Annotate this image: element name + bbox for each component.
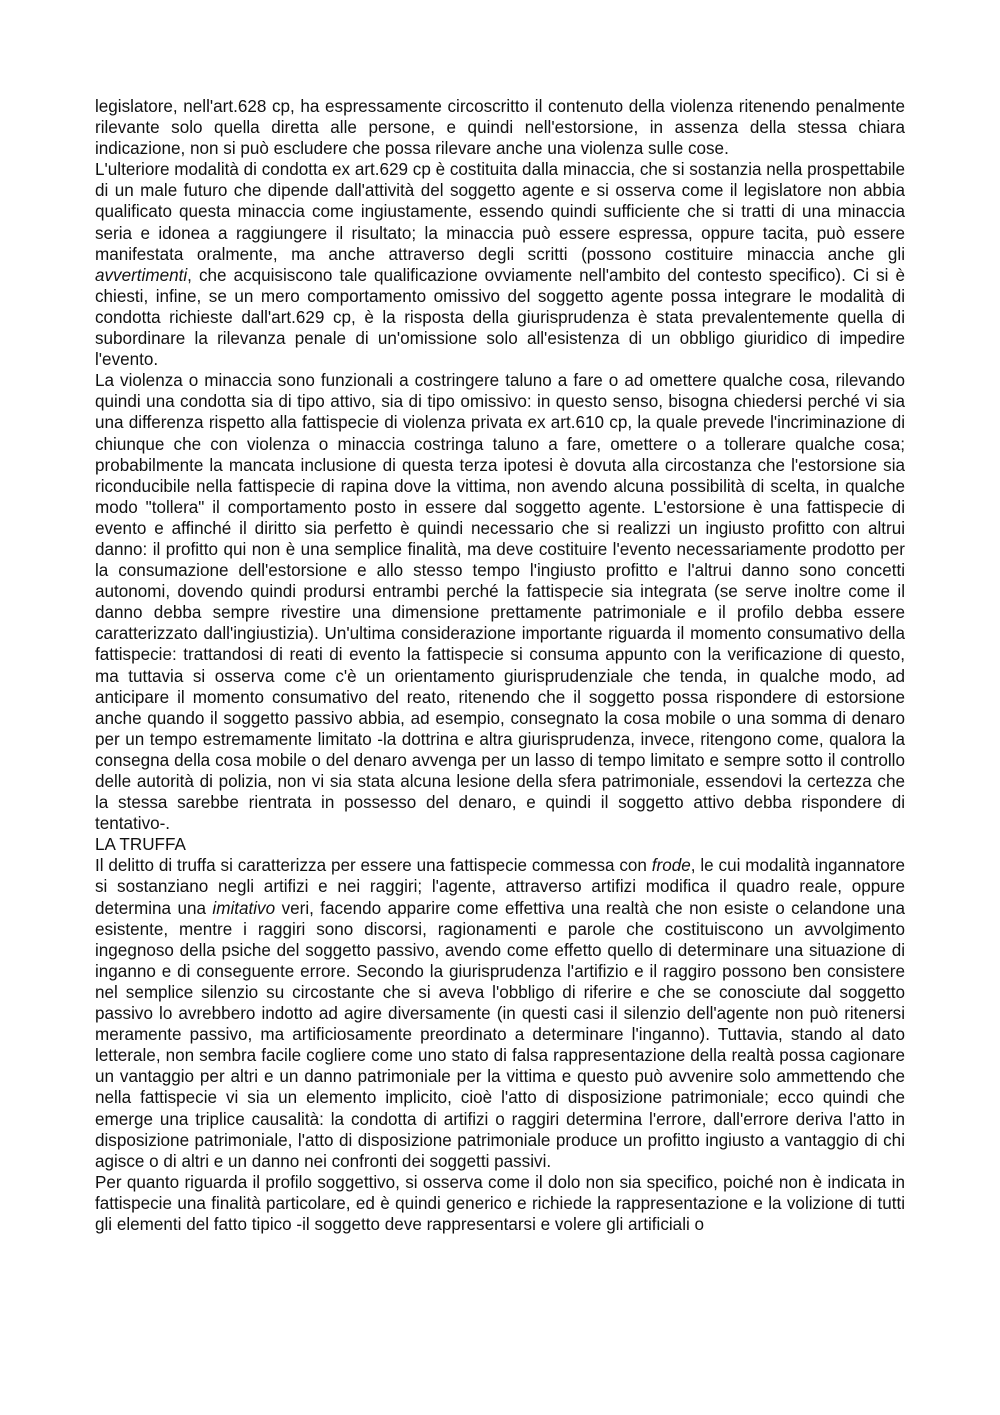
paragraph-violenza-minaccia-funzionali: La violenza o minaccia sono funzionali a costringere taluno a fare o ad omettere qualche cosa, rilevando quindi una condotta sia di tipo attivo, sia di tipo omissivo: in questo senso, bisogna chiedersi perché vi sia una differenza rispetto alla fattispecie di violenza privata ex art.610 cp, la quale prevede l'incriminazione di chiunque che con violenza o minaccia costringa taluno a fare, omettere o a tollerare qualche cosa; probabilmente la mancata inclusione di questa terza ipotesi è dovuta alla circostanza che l'estorsione sia riconducibile nella fattispecie di rapina dove la vittima, non avendo alcuna possibilità di scelta, in qualche modo "tollera" il comportamento posto in essere dal soggetto agente. L'estorsione è una fattispecie di evento e affinché il diritto sia perfetto è quindi necessario che si realizzi un ingiusto profitto con altrui danno: il profitto qui non è una semplice finalità, ma deve costituire l'evento necessariamente prodotto per la consumazione dell'estorsione e allo stesso tempo l'ingiusto profitto e l'altrui danno sono concetti autonomi, dovendo quindi prodursi entrambi perché la fattispecie sia integrata (se serve inoltre come il danno debba sempre rivestire una dimensione prettamente patrimoniale e il profilo debba essere caratterizzato dall'ingiustizia). Un'ultima considerazione importante riguarda il momento consumativo della fattispecie: trattandosi di reati di evento la fattispecie si consuma appunto con la verificazione di questo, ma tuttavia si osserva come c'è un orientamento giurisprudenziale che tenda, in qualche modo, ad anticipare il momento consumativo del reato, ritenendo che il soggetto possa rispondere di estorsione anche quando il soggetto passivo abbia, ad esempio, consegnato la cosa mobile o una somma di denaro per un tempo estremamente limitato -la dottrina e altra giurisprudenza, invece, ritengono come, qualora la consegna della cosa mobile o del denaro avvenga per un lasso di tempo limitato e sempre sotto il controllo delle autorità di polizia, non vi sia stata alcuna lesione della sfera patrimoniale, essendovi la certezza che la stessa sarebbe rientrata in possesso del denaro, e quindi il soggetto attivo debba rispondere di tentativo-. [95,371,905,834]
paragraph-truffa-text-c: veri, facendo apparire come effettiva una realtà che non esiste o celandone una esistente, mentre i raggiri sono discorsi, ragionamenti e parole che costituiscono un avvolgimento ingegnoso della psiche del soggetto passivo, avendo come effetto quello di determinare una situazione di inganno e di conseguente errore. Secondo la giurisprudenza l'artifizio e il raggiro possono ben consistere nel semplice silenzio su circostante che si aveva l'obbligo di riferire e che se conosciute dal soggetto passivo lo avrebbero indotto ad agire diversamente (in questi casi il silenzio dell'agente non può ritenersi meramente passivo, ma artificiosamente preordinato a determinare l'inganno). Tuttavia, stando al dato letterale, non sembra facile cogliere come uno stato di falsa rappresentazione della realtà possa cagionare un vantaggio per altri e un danno patrimoniale per la vittima e questo può avvenire solo ammettendo che nella fattispecie vi sia un elemento implicito, cioè l'atto di disposizione patrimoniale; ecco quindi che emerge una triplice causalità: la condotta di artifizi o raggiri determina l'errore, dall'errore deriva l'atto in disposizione patrimoniale, l'atto di disposizione patrimoniale produce un profitto ingiusto a vantaggio di chi agisce o di altri e un danno nei confronti dei soggetti passivi. [95,898,905,1171]
paragraph-minaccia-text-b: , che acquisiscono tale qualificazione ovviamente nell'ambito del contesto specifico). Ci si è chiesti, infine, se un mero comportamento omissivo del soggetto agente possa integrare le modalità di condotta richieste dall'art.629 cp, è la risposta della giurisprudenza è stata prevalentemente quella di subordinare la rilevanza penale di un'omissione solo all'esistenza di un obbligo giuridico di impedire l'evento. [95,265,905,370]
italic-term-avvertimenti: avvertimenti [95,265,188,285]
italic-term-frode: frode [651,856,691,876]
paragraph-truffa-text-a: Il delitto di truffa si caratterizza per essere una fattispecie commessa con [95,856,652,876]
document-page [95,96,905,1235]
paragraph-profilo-soggettivo: Per quanto riguarda il profilo soggettivo, si osserva come il dolo non sia specifico, poiché non è indicata in fattispecie una finalità particolare, ed è quindi generico e richiede la rappresentazione e la volizione di tutti gli elementi del fatto tipico -il soggetto deve rappresentarsi e volere gli artificiali o [95,1172,905,1234]
paragraph-truffa-text-b: , le cui modalità ingannatore si sostanziano negli artifizi e nei raggiri; l'agente, attraverso artifizi modifica il quadro reale, oppure determina una [95,856,905,918]
italic-term-imitativo: imitativo [212,898,276,918]
paragraph-minaccia [95,159,905,370]
paragraph-violenza-cose: legislatore, nell'art.628 cp, ha espressamente circoscritto il contenuto della violenza ritenendo penalmente rilevante solo quella diretta alle persone, e quindi nell'estorsione, in assenza della stessa chiara indicazione, non si può escludere che possa rilevare anche una violenza sulle cose. [95,97,905,159]
paragraph-delitto-truffa [95,855,905,1171]
paragraph-minaccia-text-a: L'ulteriore modalità di condotta ex art.629 cp è costituita dalla minaccia, che si sostanzia nella prospettabile di un male futuro che dipende dall'attività del soggetto agente e si osserva come il legislatore non abbia qualificato questa minaccia come ingiustamente, essendo quindi sufficiente che si tratti di una minaccia seria e idonea a raggiungere il risultato; la minaccia può essere espressa, oppure tacita, può essere manifestata oralmente, ma anche attraverso degli scritti (possono costituire minaccia anche gli [95,160,905,264]
section-heading-la-truffa: LA TRUFFA [95,835,186,855]
